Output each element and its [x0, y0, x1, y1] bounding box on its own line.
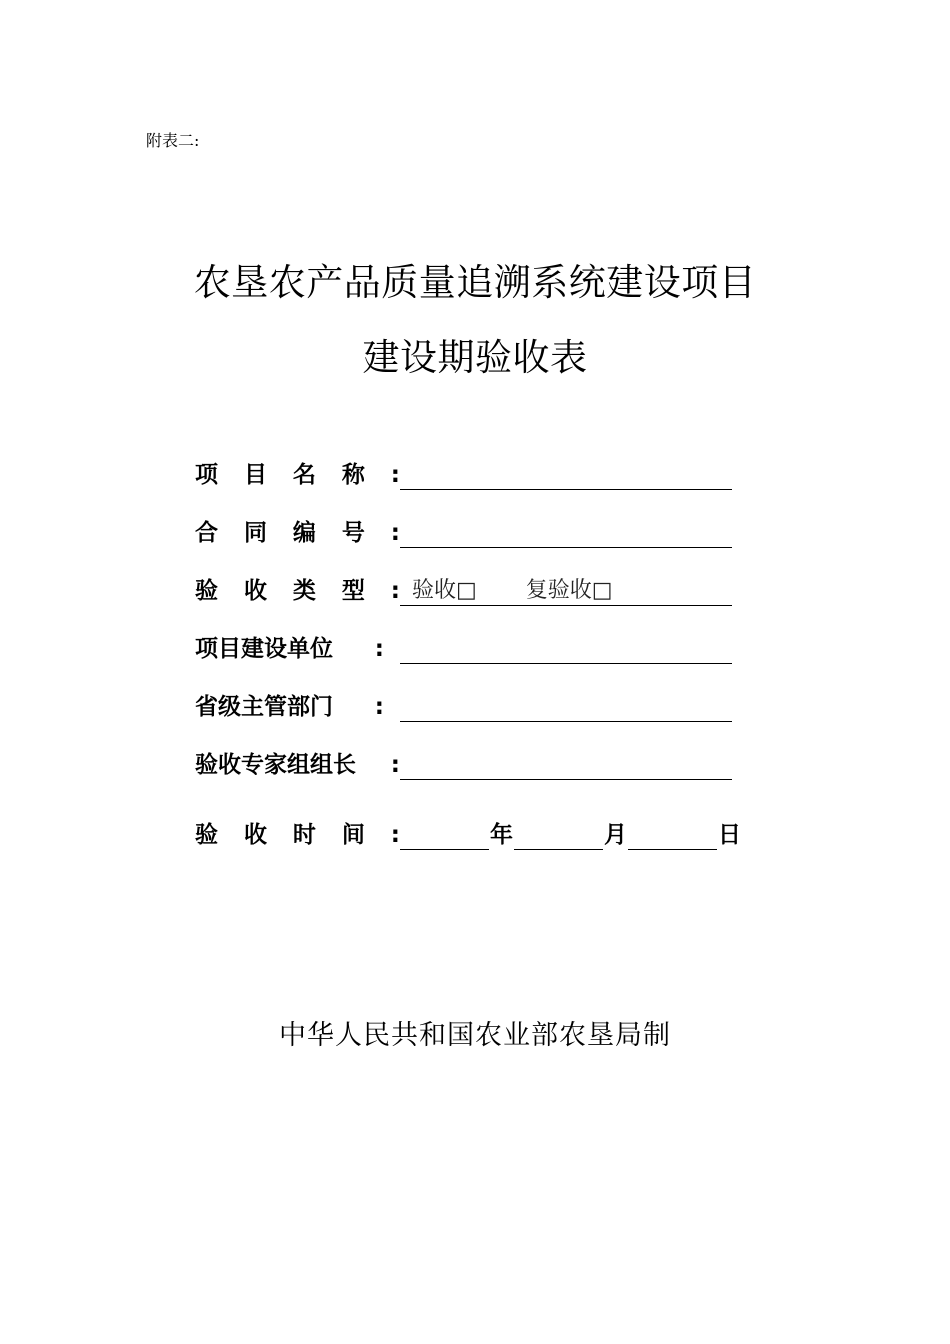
contract-no-blank[interactable]: [400, 518, 732, 548]
year-blank[interactable]: [400, 820, 489, 850]
field-label-acceptance-type: [195, 576, 400, 606]
label-char: 收: [243, 822, 267, 848]
acceptance-date: [400, 820, 742, 850]
label-char: 合: [195, 520, 218, 546]
month-blank[interactable]: [514, 820, 603, 850]
document-title-line1: 农垦农产品质量追溯系统建设项目: [193, 261, 757, 304]
acceptance-type-options: [400, 576, 732, 606]
label-text: 省级主管部门: [195, 694, 333, 720]
issuer-footer: 中华人民共和国农业部农垦局制: [279, 1020, 671, 1051]
construction-unit-blank[interactable]: [400, 634, 732, 664]
label-text: 验收专家组组长: [195, 752, 356, 778]
label-char: 目: [243, 462, 267, 488]
field-label-acceptance-time: [195, 820, 400, 850]
label-char: 时: [292, 822, 316, 848]
label-char: 同: [243, 520, 267, 546]
label-char: 称: [341, 462, 365, 488]
label-colon: :: [390, 822, 400, 848]
label-char: 号: [341, 520, 365, 546]
day-unit: 日: [718, 822, 741, 848]
field-expert-leader: [195, 740, 732, 780]
document-title-line2: 建设期验收表: [362, 336, 588, 379]
option-acceptance-checkbox[interactable]: 验收□: [412, 578, 477, 603]
label-char: 类: [292, 578, 316, 604]
field-label-provincial-dept: [195, 692, 400, 722]
label-char: 编: [292, 520, 316, 546]
field-contract-no: [195, 508, 732, 548]
label-colon: :: [390, 578, 400, 604]
field-acceptance-time: [195, 810, 742, 850]
field-label-contract-no: [195, 518, 400, 548]
field-label-expert-leader: [195, 750, 400, 780]
label-char: 验: [195, 578, 218, 604]
label-char: 名: [292, 462, 316, 488]
day-blank[interactable]: [628, 820, 717, 850]
month-unit: 月: [604, 822, 627, 848]
provincial-dept-blank[interactable]: [400, 692, 732, 722]
label-colon: :: [390, 462, 400, 488]
field-acceptance-type: [195, 566, 732, 606]
label-char: 项: [195, 462, 218, 488]
project-name-blank[interactable]: [400, 460, 732, 490]
field-provincial-dept: [195, 682, 732, 722]
expert-leader-blank[interactable]: [400, 750, 732, 780]
year-unit: 年: [490, 822, 513, 848]
option-reacceptance-checkbox[interactable]: 复验收□: [525, 578, 613, 603]
label-char: 间: [341, 822, 365, 848]
label-char: 型: [341, 578, 365, 604]
annex-label: 附表二:: [146, 131, 200, 150]
label-char: 收: [243, 578, 267, 604]
label-char: 验: [195, 822, 218, 848]
field-construction-unit: [195, 624, 732, 664]
field-label-construction-unit: [195, 634, 400, 664]
field-label-project-name: [195, 460, 400, 490]
label-colon: :: [390, 520, 400, 546]
label-text: 项目建设单位: [195, 636, 333, 662]
label-colon: :: [390, 752, 400, 778]
field-project-name: [195, 450, 732, 490]
label-colon: :: [374, 636, 384, 662]
label-colon: :: [374, 694, 384, 720]
